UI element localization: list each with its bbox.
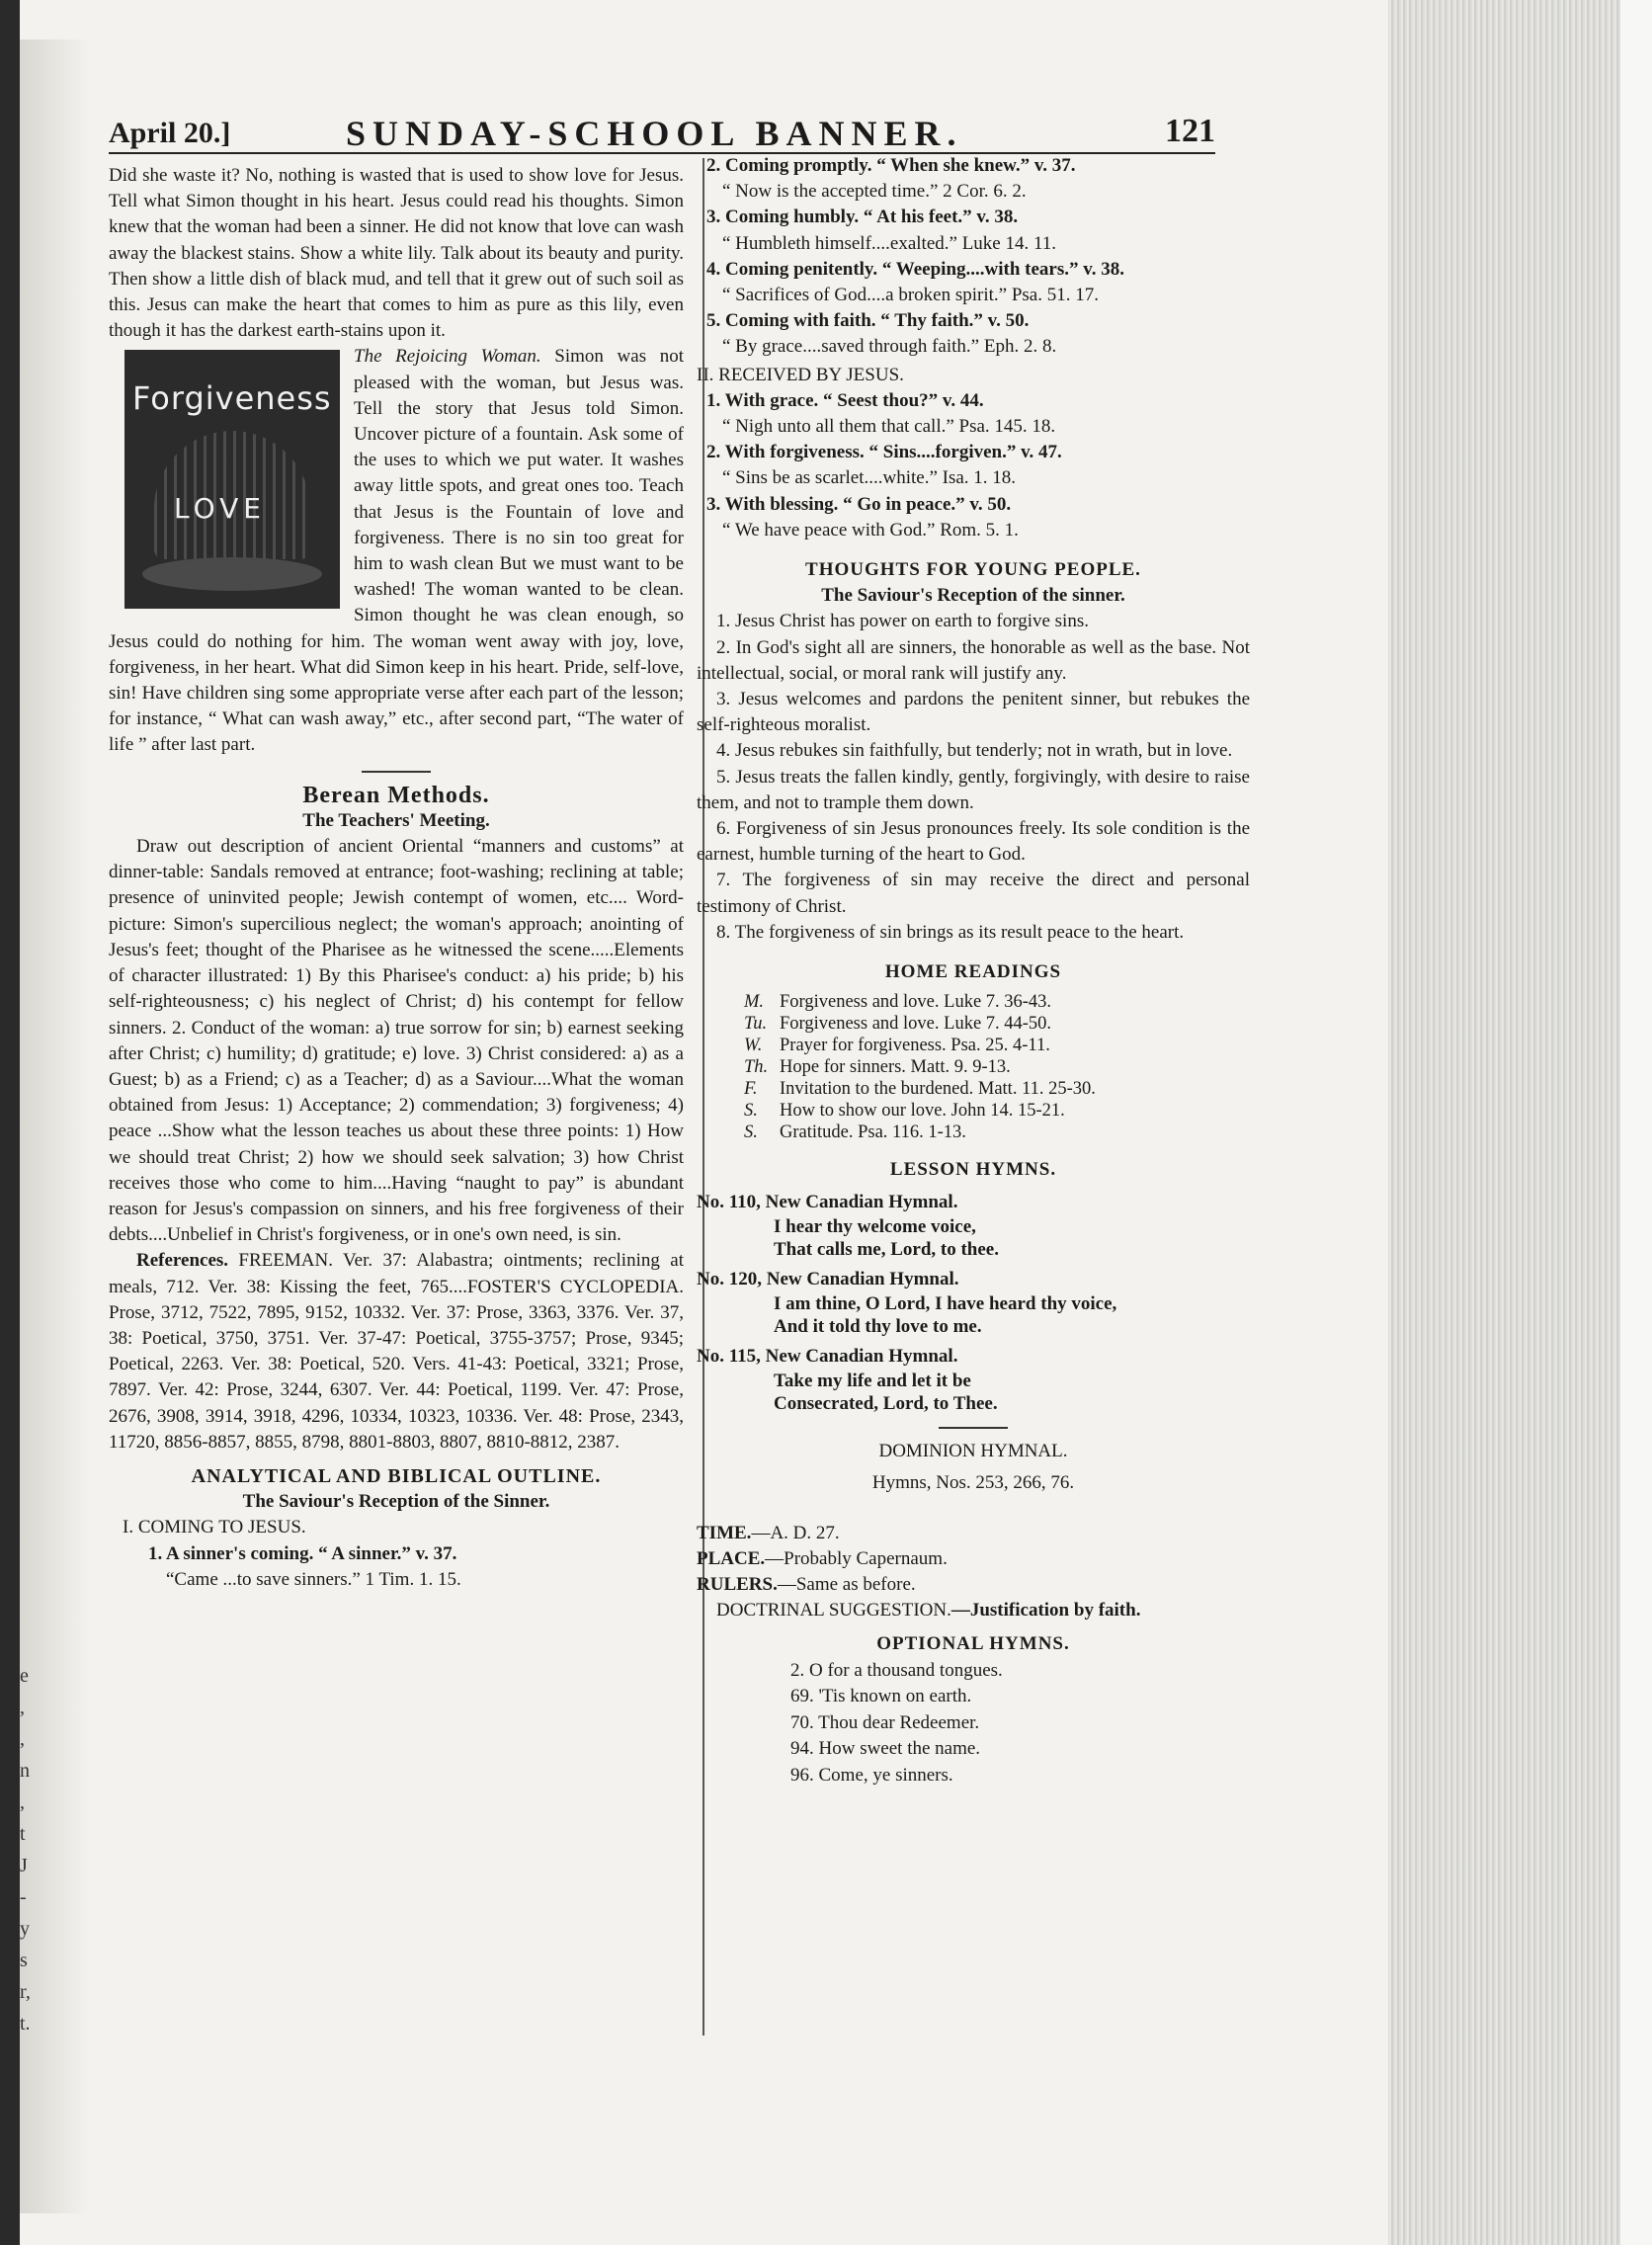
outline-quote: “ Humbleth himself....exalted.” Luke 14. 11.	[722, 232, 1057, 254]
references-label: References.	[136, 1250, 229, 1272]
page-edge-margin	[1620, 0, 1652, 2245]
home-readings-heading: HOME READINGS	[884, 961, 1062, 983]
facing-page-letter: e	[20, 1665, 29, 1687]
reading-day: S.	[744, 1101, 758, 1122]
outline-quote: “Came ...to save sinners.” 1 Tim. 1. 15.	[166, 1568, 461, 1590]
reading-row	[744, 1100, 1250, 1122]
thought-item: 6. Forgiveness of sin Jesus pronounces freely. Its sole condition is the earnest, humble turning of the heart to God.	[697, 818, 1250, 866]
outline-item: 3. With blessing. “ Go in peace.” v. 50.	[706, 493, 1012, 515]
publication-title: SUNDAY-SCHOOL BANNER.	[346, 114, 963, 153]
rejoicing-woman-block	[109, 344, 684, 758]
reading-day: Th.	[744, 1057, 769, 1078]
outline-quote: “ Nigh unto all them that call.” Psa. 145. 18.	[722, 416, 1056, 438]
berean-methods-heading: Berean Methods.	[302, 782, 490, 808]
reading-row	[744, 1013, 1250, 1035]
optional-hymns-list	[697, 1658, 1250, 1789]
outline-item: 3. Coming humbly. “ At his feet.” v. 38.	[706, 207, 1019, 228]
time-place-block	[697, 1521, 1250, 1624]
facing-page-letter: s	[20, 1950, 28, 1971]
optional-hymn-item: 69. 'Tis known on earth.	[790, 1686, 972, 1707]
outline-part-two: II. RECEIVED BY JESUS.	[697, 364, 904, 385]
outline-quote: “ Now is the accepted time.” 2 Cor. 6. 2.	[722, 181, 1027, 203]
outline-quote: “ By grace....saved through faith.” Eph. 2. 8.	[722, 336, 1057, 358]
reading-text: Forgiveness and love. Luke 7. 44-50.	[780, 1014, 1052, 1035]
reading-text: Hope for sinners. Matt. 9. 9-13.	[780, 1057, 1011, 1078]
right-column	[697, 153, 1250, 1788]
outline-item: 2. Coming promptly. “ When she knew.” v. 37.	[706, 155, 1076, 176]
reading-day: W.	[744, 1036, 763, 1056]
outline-part-one: I. COMING TO JESUS.	[123, 1517, 306, 1538]
facing-page-letters	[20, 1660, 31, 2039]
reading-row	[744, 1035, 1250, 1056]
hymn-line: I am thine, O Lord, I have heard thy voice,	[774, 1292, 1117, 1314]
place-text: —Probably Capernaum.	[765, 1547, 948, 1569]
facing-page-letter: y	[20, 1918, 30, 1940]
forgiveness-fountain-illustration	[124, 350, 340, 609]
reading-row	[744, 1078, 1250, 1100]
fountain-basin	[142, 557, 322, 591]
facing-page-letter: t	[20, 1823, 26, 1845]
optional-hymn-item: 2. O for a thousand tongues.	[790, 1659, 1003, 1681]
references-text: FREEMAN. Ver. 37: Alabastra; ointments; reclining at meals, 712. Ver. 38: Kissing the feet, 765....FOSTER'S CYCLOPEDIA. Prose, 3712, 7522, 7895, 9152, 10332. Ver. 37: Prose, 3363, 3376. Ver. 37, 38: Poetical, 3750, 3751. Ver. 37-47: Poetical, 3755-3757; Prose, 9345; Poetical, 2263. Ver. 38: Poetical, 520. Vers. 41-43: Poetical, 3321; Prose, 7897. Ver. 42: Prose, 3244, 6307. Ver. 44: Poetical, 1199. Ver. 47: Prose, 2676, 3908, 3914, 3918, 4296, 10334, 10323, 10336. Ver. 48: Prose, 2343, 11720, 8856-8857, 8855, 8798, 8801-8803, 8807, 8810-8812, 2387.	[109, 1250, 684, 1453]
hymn-number: No. 120, New Canadian Hymnal.	[697, 1268, 959, 1289]
hymn-number: No. 110, New Canadian Hymnal.	[697, 1191, 958, 1212]
reading-day: Tu.	[744, 1014, 768, 1035]
hymn-line: I hear thy welcome voice,	[774, 1215, 976, 1237]
reading-text: Prayer for forgiveness. Psa. 25. 4-11.	[780, 1036, 1050, 1056]
thought-item: 8. The forgiveness of sin brings as its result peace to the heart.	[716, 921, 1185, 943]
thought-item: 3. Jesus welcomes and pardons the penitent sinner, but rebukes the self-righteous moralist.	[697, 689, 1250, 736]
section-rule	[362, 771, 431, 773]
reading-text: Forgiveness and love. Luke 7. 36-43.	[780, 992, 1052, 1013]
facing-page-letter: ,	[20, 1697, 25, 1718]
optional-hymn-item: 94. How sweet the name.	[790, 1738, 981, 1760]
hymn-number: No. 115, New Canadian Hymnal.	[697, 1345, 958, 1367]
hymn-line: Take my life and let it be	[774, 1371, 971, 1392]
rejoicing-woman-text: Simon was not pleased with the woman, but Jesus was. Tell the story that Jesus told Simon. Uncover picture of a fountain. Ask some of the uses to which we put water. It washes away little spots, and great ones too. Teach that Jesus is the Fountain of love and forgiveness. There is no sin too great for him to wash clean But we must want to be washed! The woman wanted to be clean. Simon thought he was clean enough, so Jesus could do nothing for him. The woman went away with joy, love, forgiveness, in her heart. What did Simon keep in his heart. Pride, self-love, sin! Have children sing some appropriate verse after each part of the lesson; for instance, “ What can wash away,” etc., after second part, “The water of life ” after last part.	[109, 346, 684, 756]
hymn-line: That calls me, Lord, to thee.	[774, 1238, 999, 1260]
time-label: TIME.	[697, 1522, 752, 1543]
reading-row	[744, 991, 1250, 1013]
facing-page-letter: t.	[20, 2013, 31, 2035]
hymn-line: Consecrated, Lord, to Thee.	[774, 1393, 998, 1415]
outline-heading: ANALYTICAL AND BIBLICAL OUTLINE.	[191, 1464, 602, 1487]
outline-item: 5. Coming with faith. “ Thy faith.” v. 50.	[706, 310, 1030, 332]
place-label: PLACE.	[697, 1547, 766, 1569]
reading-day: F.	[744, 1079, 758, 1100]
reading-row	[744, 1122, 1250, 1143]
thoughts-subheading: The Saviour's Reception of the sinner.	[821, 585, 1125, 607]
facing-page-letter: -	[20, 1886, 27, 1908]
illustration-caption-forgiveness: Forgiveness	[132, 379, 332, 418]
optional-hymns-heading: OPTIONAL HYMNS.	[876, 1633, 1070, 1655]
optional-hymn-item: 70. Thou dear Redeemer.	[790, 1711, 980, 1733]
lesson-hymns-heading: LESSON HYMNS.	[889, 1159, 1057, 1181]
thought-item: 5. Jesus treats the fallen kindly, gently, forgivingly, with desire to raise them, and not to trample them down.	[697, 766, 1250, 813]
time-text: —A. D. 27.	[751, 1522, 840, 1543]
hymn-line: And it told thy love to me.	[774, 1315, 982, 1337]
reading-text: How to show our love. John 14. 15-21.	[780, 1101, 1065, 1122]
outline-item: 2. With forgiveness. “ Sins....forgiven.” v. 47.	[706, 442, 1062, 463]
paragraph-intro: Did she waste it? No, nothing is wasted that is used to show love for Jesus. Tell what Simon thought in his heart. Jesus could read his thoughts. Simon knew that the woman had been a sinner. He did not know that love can wash away the blackest stains. Show a white lily. Talk about its beauty and purity. Then show a little dish of black mud, and tell that it grew out of such soil as this. Jesus can make the heart that comes to him as pure as this lily, even though it has the darkest earth-stains upon it.	[109, 165, 684, 342]
outline-continued	[697, 153, 1250, 361]
outline-quote: “ We have peace with God.” Rom. 5. 1.	[722, 519, 1019, 540]
section-rule	[939, 1427, 1008, 1429]
outline-received-items	[697, 388, 1250, 543]
page-header	[109, 109, 1215, 154]
outline-item: 1. A sinner's coming. “ A sinner.” v. 37.	[148, 1542, 457, 1564]
book-spine	[0, 0, 20, 2245]
facing-page-letter: J	[20, 1855, 28, 1876]
rulers-label: RULERS.	[697, 1573, 778, 1595]
thoughts-heading: THOUGHTS FOR YOUNG PEOPLE.	[805, 559, 1141, 581]
facing-page-letter: ,	[20, 1728, 25, 1750]
facing-page-letter: ,	[20, 1791, 25, 1813]
teachers-meeting-text: Draw out description of ancient Oriental “manners and customs” at dinner-table: Sandals removed at entrance; foot-washing; reclining at table; presence of uninvited people; Jewish contempt of women, etc.... Word-picture: Simon's supercilious neglect; the woman's approach; anointing of Jesus's feet; thought of the Pharisee as he witnessed the scene.....Elements of character illustrated: 1) By this Pharisee's conduct: a) his pride; b) his self-righteousness; c) his neglect of Christ; d) his contempt for fellow sinners. 2. Conduct of the woman: a) true sorrow for sin; b) earnest seeking after Christ; c) humility; d) gratitude; e) love. 3) Christ considered: a) as a Guest; b) as a Friend; c) as a Teacher; d) as a Saviour....What the woman obtained from Jesus: 1) Acceptance; 2) commendation; 3) forgiveness; 4) peace ...Show what the lesson teaches us about these three points: 1) How we should treat Christ; 2) how we should seek salvation; 3) how Christ receives those who come to him....Having “naught to pay” is abundant reason for Jesus's compassion on sinners, and his free forgiveness of their debts....Unbelief in Christ's forgiveness, or in one's own need, is sin.	[109, 836, 684, 1246]
facing-page-letter: r,	[20, 1981, 31, 2003]
rejoicing-woman-title: The Rejoicing Woman.	[354, 346, 541, 368]
outline-subheading: The Saviour's Reception of the Sinner.	[242, 1491, 550, 1513]
teachers-meeting-subheading: The Teachers' Meeting.	[302, 809, 490, 831]
reading-day: S.	[744, 1122, 758, 1143]
thought-item: 4. Jesus rebukes sin faithfully, but tenderly; not in wrath, but in love.	[716, 740, 1233, 762]
page-number: 121	[1165, 113, 1215, 149]
reading-text: Gratitude. Psa. 116. 1-13.	[780, 1122, 966, 1143]
dominion-hymnal-heading: DOMINION HYMNAL.	[878, 1441, 1068, 1462]
thought-item: 1. Jesus Christ has power on earth to forgive sins.	[716, 611, 1089, 632]
facing-page-letter: n	[20, 1760, 30, 1782]
outline-quote: “ Sins be as scarlet....white.” Isa. 1. 18.	[722, 467, 1017, 489]
reading-row	[744, 1056, 1250, 1078]
reading-text: Invitation to the burdened. Matt. 11. 25-30.	[780, 1079, 1096, 1100]
lesson-hymns-list	[697, 1190, 1250, 1416]
thoughts-list	[697, 609, 1250, 946]
thought-item: 2. In God's sight all are sinners, the honorable as well as the base. Not intellectual, social, or moral rank will justify any.	[697, 636, 1250, 684]
header-date: April 20.]	[109, 117, 231, 149]
thought-item: 7. The forgiveness of sin may receive the direct and personal testimony of Christ.	[697, 870, 1250, 917]
facing-page-fragment	[20, 40, 89, 2213]
doctrinal-label: DOCTRINAL SUGGESTION.	[716, 1600, 951, 1621]
rulers-text: —Same as before.	[777, 1573, 916, 1595]
outline-quote: “ Sacrifices of God....a broken spirit.” Psa. 51. 17.	[722, 285, 1099, 306]
reading-day: M.	[744, 992, 765, 1013]
outline-item: 1. With grace. “ Seest thou?” v. 44.	[706, 389, 984, 411]
left-column	[109, 163, 684, 1593]
dominion-hymn-numbers: Hymns, Nos. 253, 266, 76.	[871, 1472, 1075, 1494]
home-readings-list	[744, 991, 1250, 1143]
page-edges	[1388, 0, 1652, 2245]
optional-hymn-item: 96. Come, ye sinners.	[790, 1764, 953, 1786]
doctrinal-text: —Justification by faith.	[950, 1600, 1141, 1621]
illustration-caption-love: LOVE	[174, 492, 266, 526]
outline-item: 4. Coming penitently. “ Weeping....with tears.” v. 38.	[706, 258, 1124, 280]
